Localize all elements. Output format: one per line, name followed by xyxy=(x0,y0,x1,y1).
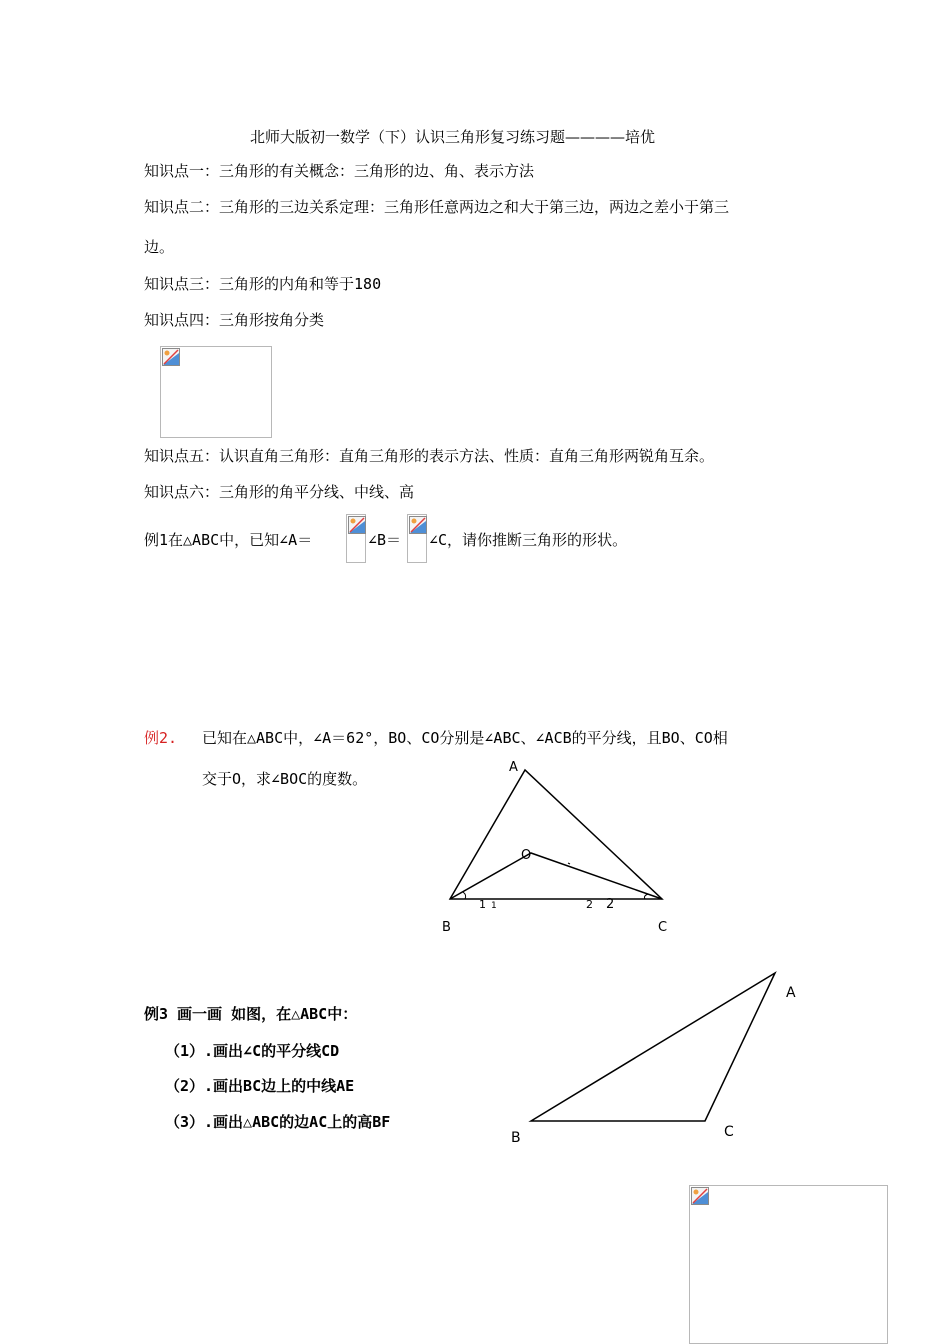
example-1-part-1: 例1在△ABC中，已知∠A＝ xyxy=(144,531,313,549)
example-2-triangle-figure xyxy=(430,755,690,945)
example-3-item-2: （2）.画出BC边上的中线AE xyxy=(165,1077,355,1095)
broken-image-icon xyxy=(691,1187,709,1205)
vertex-label-b: B xyxy=(442,920,451,935)
knowledge-point-4: 知识点四：三角形按角分类 xyxy=(144,311,325,329)
vertex-label-a: A xyxy=(509,760,518,775)
vertex-label-b: B xyxy=(511,1130,521,1146)
knowledge-point-2-cont: 边。 xyxy=(144,238,175,256)
angle-label-2a: 2 xyxy=(586,898,593,911)
example-1-part-2: ∠B＝ xyxy=(368,531,402,549)
broken-image-icon xyxy=(409,516,427,534)
example-1-part-3: ∠C，请你推断三角形的形状。 xyxy=(429,531,628,549)
broken-image-placeholder xyxy=(160,346,272,438)
example-3-triangle-figure xyxy=(500,960,820,1155)
knowledge-point-3: 知识点三：三角形的内角和等于180 xyxy=(144,275,382,293)
broken-image-placeholder xyxy=(407,514,427,563)
knowledge-point-6: 知识点六：三角形的角平分线、中线、高 xyxy=(144,483,415,501)
example-3-item-3: （3）.画出△ABC的边AC上的高BF xyxy=(165,1113,391,1131)
vertex-label-c: C xyxy=(658,920,668,935)
angle-label-1b: 1 xyxy=(491,901,497,911)
example-2-line-1: 已知在△ABC中，∠A＝62°，BO、CO分别是∠ABC、∠ACB的平分线，且BO、CO相 xyxy=(202,729,728,747)
knowledge-point-2: 知识点二：三角形的三边关系定理：三角形任意两边之和大于第三边，两边之差小于第三 xyxy=(144,198,730,216)
example-3-header: 例3 画一画 如图，在△ABC中： xyxy=(144,1005,358,1023)
bisector-bo-co xyxy=(450,853,662,899)
page-title: 北师大版初一数学（下）认识三角形复习练习题————培优 xyxy=(250,128,656,146)
knowledge-point-5: 知识点五：认识直角三角形：直角三角形的表示方法、性质：直角三角形两锐角互余。 xyxy=(144,447,715,465)
example-3-item-1: （1）.画出∠C的平分线CD xyxy=(165,1042,340,1060)
triangle-abc xyxy=(531,973,775,1121)
angle-label-2b: 2 xyxy=(606,897,615,912)
broken-image-icon xyxy=(348,516,366,534)
example-2-label: 例2. xyxy=(144,729,178,747)
broken-image-placeholder xyxy=(689,1185,888,1344)
vertex-label-c: C xyxy=(724,1124,734,1140)
example-2-line-2: 交于O，求∠BOC的度数。 xyxy=(202,770,368,788)
vertex-label-a: A xyxy=(786,985,796,1001)
vertex-label-o: O xyxy=(521,848,532,863)
triangle-abc xyxy=(450,770,662,899)
broken-image-placeholder xyxy=(346,514,366,563)
broken-image-icon xyxy=(162,348,180,366)
tick-mark xyxy=(568,863,570,864)
angle-label-1a: 1 xyxy=(479,898,486,911)
knowledge-point-1: 知识点一：三角形的有关概念：三角形的边、角、表示方法 xyxy=(144,162,535,180)
angle-arc-b xyxy=(463,892,466,899)
